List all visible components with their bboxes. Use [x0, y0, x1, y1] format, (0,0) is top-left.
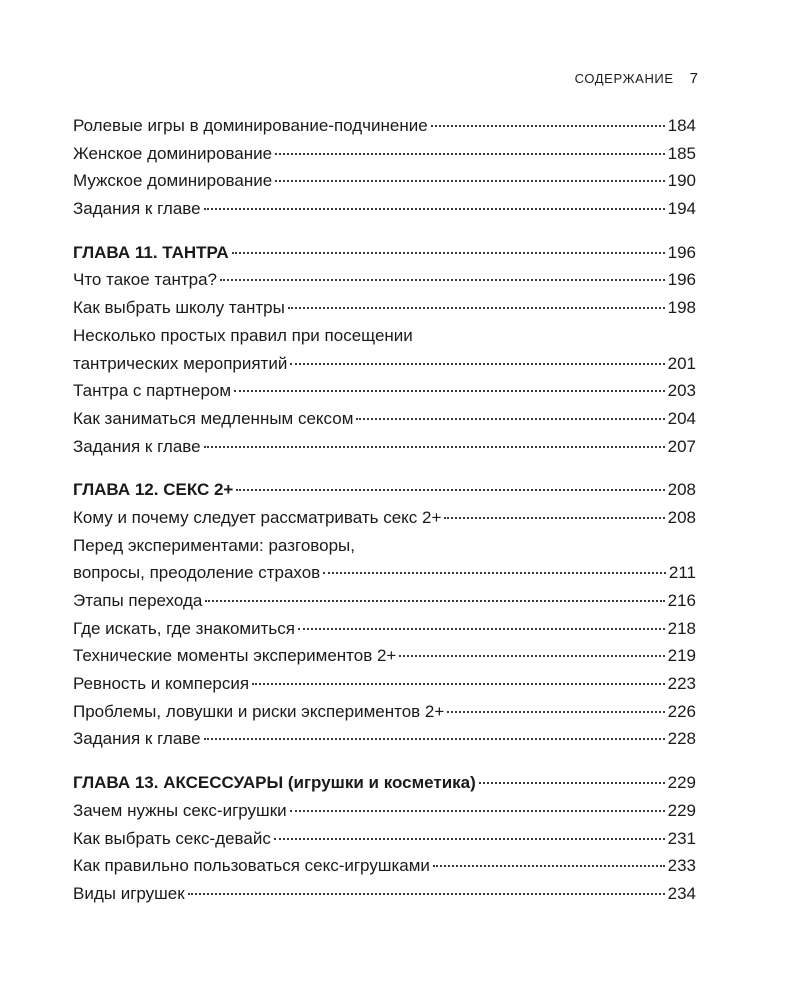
dot-leader: [275, 153, 665, 155]
entry-page-number: 196: [667, 242, 696, 262]
dot-leader: [274, 838, 665, 840]
entry-title: Перед экспериментами: разговоры,: [73, 535, 355, 555]
dot-leader: [298, 628, 665, 630]
toc-section: [73, 769, 696, 907]
entry-page-number: 233: [667, 856, 696, 876]
entry-title: вопросы, преодоление страхов: [73, 563, 321, 583]
toc-entry[interactable]: [73, 725, 696, 753]
toc-entry[interactable]: [73, 825, 696, 853]
dot-leader: [290, 810, 665, 812]
dot-leader: [290, 363, 664, 365]
entry-page-number: 229: [667, 800, 696, 820]
dot-leader: [232, 252, 665, 254]
dot-leader: [444, 517, 664, 519]
toc-entry[interactable]: [73, 852, 696, 880]
toc-entry[interactable]: [73, 140, 696, 168]
dot-leader: [204, 446, 665, 448]
toc-entry[interactable]: [73, 112, 696, 140]
entry-page-number: 228: [667, 729, 696, 749]
entry-title: тантрических мероприятий: [73, 353, 288, 373]
entry-title: Технические моменты экспериментов 2+: [73, 646, 397, 666]
dot-leader: [220, 279, 665, 281]
entry-title: ГЛАВА 12. СЕКС 2+: [73, 480, 234, 500]
toc-entry[interactable]: [73, 532, 696, 560]
entry-title: Задания к главе: [73, 729, 201, 749]
entry-page-number: 185: [667, 143, 696, 163]
entry-page-number: 204: [667, 408, 696, 428]
chapter-heading[interactable]: [73, 476, 696, 504]
toc-entry[interactable]: [73, 670, 696, 698]
dot-leader: [188, 893, 665, 895]
entry-page-number: 223: [667, 674, 696, 694]
dot-leader: [234, 390, 665, 392]
toc-entry[interactable]: [73, 433, 696, 461]
entry-title: ГЛАВА 13. АКСЕССУАРЫ (игрушки и косметика): [73, 773, 476, 793]
section-title: СОДЕРЖАНИЕ: [574, 71, 674, 86]
entry-title: Где искать, где знакомиться: [73, 618, 295, 638]
dot-leader: [288, 307, 665, 309]
dot-leader: [479, 782, 665, 784]
toc-entry[interactable]: [73, 266, 696, 294]
dot-leader: [205, 600, 664, 602]
entry-title: Мужское доминирование: [73, 171, 273, 191]
toc-entry[interactable]: [73, 167, 696, 195]
entry-title: Женское доминирование: [73, 143, 273, 163]
dot-leader: [431, 125, 665, 127]
dot-leader: [433, 865, 665, 867]
entry-title: Задания к главе: [73, 436, 201, 456]
chapter-heading[interactable]: [73, 769, 696, 797]
entry-title: Проблемы, ловушки и риски экспериментов 2+: [73, 701, 445, 721]
dot-leader: [204, 208, 665, 210]
running-head: [575, 70, 698, 87]
toc-entry[interactable]: [73, 294, 696, 322]
entry-page-number: 218: [667, 618, 696, 638]
entry-title: Ревность и комперсия: [73, 674, 250, 694]
entry-page-number: 208: [667, 507, 696, 527]
entry-page-number: 231: [667, 828, 696, 848]
entry-page-number: 229: [667, 773, 696, 793]
entry-page-number: 208: [667, 480, 696, 500]
toc-entry[interactable]: [73, 350, 696, 378]
entry-title: ГЛАВА 11. ТАНТРА: [73, 242, 229, 262]
toc-section: [73, 239, 696, 461]
entry-page-number: 184: [667, 116, 696, 135]
toc-entry[interactable]: [73, 880, 696, 908]
entry-page-number: 234: [667, 883, 696, 903]
entry-title: Как выбрать школу тантры: [73, 298, 285, 318]
entry-title: Как выбрать секс-девайс: [73, 828, 271, 848]
toc-entry[interactable]: [73, 698, 696, 726]
dot-leader: [356, 418, 664, 420]
entry-title: Что такое тантра?: [73, 270, 218, 290]
entry-page-number: 207: [667, 436, 696, 456]
page-number: 7: [689, 70, 698, 87]
dot-leader: [399, 655, 664, 657]
entry-title: Этапы перехода: [73, 591, 203, 610]
dot-leader: [447, 711, 664, 713]
toc-section: [73, 476, 696, 753]
entry-title: Ролевые игры в доминирование-подчинение: [73, 116, 428, 135]
entry-page-number: 198: [667, 298, 696, 318]
toc-entry[interactable]: [73, 642, 696, 670]
toc-entry[interactable]: [73, 587, 696, 615]
entry-page-number: 194: [667, 199, 696, 219]
entry-title: Кому и почему следует рассматривать секс 2+: [73, 507, 442, 527]
entry-page-number: 226: [667, 701, 696, 721]
dot-leader: [275, 180, 664, 182]
entry-page-number: 211: [668, 563, 696, 583]
toc-entry[interactable]: [73, 405, 696, 433]
entry-title: Как правильно пользоваться секс-игрушками: [73, 856, 430, 876]
toc-section: [73, 112, 696, 223]
table-of-contents: [73, 112, 696, 908]
toc-entry[interactable]: [73, 504, 696, 532]
entry-page-number: 216: [667, 591, 696, 610]
toc-entry[interactable]: [73, 797, 696, 825]
entry-title: Несколько простых правил при посещении: [73, 325, 413, 345]
entry-title: Виды игрушек: [73, 883, 185, 903]
dot-leader: [252, 683, 665, 685]
dot-leader: [236, 489, 664, 491]
toc-entry[interactable]: [73, 195, 696, 223]
chapter-heading[interactable]: [73, 239, 696, 267]
entry-title: Тантра с партнером: [73, 381, 232, 401]
toc-entry[interactable]: [73, 559, 696, 587]
dot-leader: [204, 738, 665, 740]
entry-page-number: 201: [667, 353, 696, 373]
toc-entry[interactable]: [73, 322, 696, 350]
entry-page-number: 196: [667, 270, 696, 290]
entry-title: Как заниматься медленным сексом: [73, 408, 354, 428]
dot-leader: [323, 572, 666, 574]
toc-entry[interactable]: [73, 377, 696, 405]
entry-page-number: 203: [667, 381, 696, 401]
entry-page-number: 190: [667, 171, 696, 191]
entry-title: Зачем нужны секс-игрушки: [73, 800, 287, 820]
toc-entry[interactable]: [73, 615, 696, 643]
entry-title: Задания к главе: [73, 199, 201, 219]
entry-page-number: 219: [667, 646, 696, 666]
